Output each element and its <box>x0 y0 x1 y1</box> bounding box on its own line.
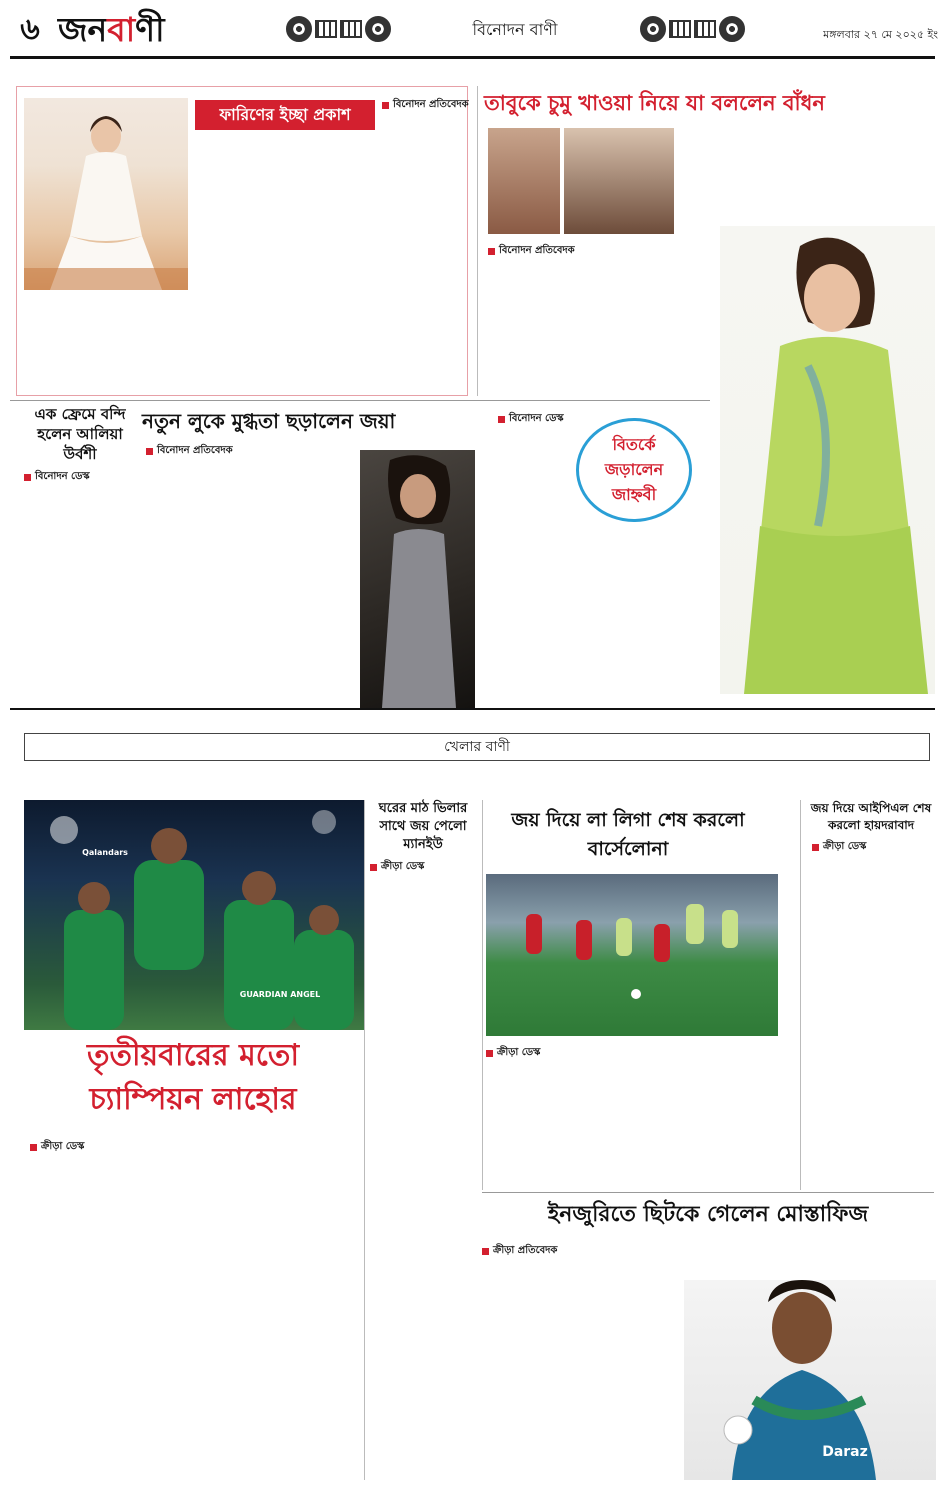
byline-marker-icon <box>30 1144 37 1151</box>
newspaper-logo <box>58 10 254 50</box>
player-shirt-label: Qalandars <box>82 848 128 857</box>
byline-text: ক্রীড়া প্রতিবেদক <box>493 1244 558 1256</box>
bandhan-tabu-selfie-photo <box>564 128 674 234</box>
film-frame-icon <box>694 20 716 38</box>
film-reel-decoration-right <box>640 12 750 46</box>
farin-photo <box>24 98 188 290</box>
bride-figure-illustration <box>24 98 188 290</box>
logo-part-1: জন <box>58 10 108 49</box>
byline-text: ক্রীড়া ডেস্ক <box>41 1140 85 1152</box>
alia-byline <box>24 470 134 484</box>
saree-figure-illustration <box>720 226 935 694</box>
farin-byline <box>382 98 472 112</box>
section-divider <box>482 1192 934 1193</box>
barca-headline: জয় দিয়ে লা লিগা শেষ করলো বার্সেলোনা <box>511 809 745 860</box>
manutd-byline <box>370 860 470 874</box>
joya-byline <box>146 444 306 458</box>
mustafiz-headline: ইনজুরিতে ছিটকে গেলেন মোস্তাফিজ <box>547 1202 869 1227</box>
byline-text: বিনোদন ডেস্ক <box>509 412 564 424</box>
film-reel-decoration-left <box>286 12 406 46</box>
barca-byline <box>486 1046 596 1060</box>
jhanvi-byline <box>498 412 618 426</box>
section-divider <box>10 400 710 401</box>
barca-match-photo <box>486 874 778 1036</box>
logo-part-red: ব <box>107 10 136 49</box>
byline-marker-icon <box>498 416 505 423</box>
masthead-rule <box>10 56 935 59</box>
date-line: মঙ্গলবার ২৭ মে ২০২৫ ইং <box>823 28 938 41</box>
byline-text: ক্রীড়া ডেস্ক <box>823 840 867 852</box>
film-frame-icon <box>669 20 691 38</box>
manutd-headline: ঘরের মাঠ ভিলার সাথে জয় পেলো ম্যানইউ <box>378 801 468 852</box>
byline-marker-icon <box>482 1248 489 1255</box>
lahore-byline <box>30 1140 150 1154</box>
logo-part-2: াণী <box>135 10 165 49</box>
byline-text: বিনোদন প্রতিবেদক <box>157 444 233 456</box>
film-reel-icon <box>286 16 312 42</box>
byline-marker-icon <box>24 474 31 481</box>
bandhan-portrait-photo <box>488 128 560 234</box>
mustafiz-byline <box>482 1244 622 1258</box>
tabu-headline: তাবুকে চুমু খাওয়া নিয়ে যা বললেন বাঁধন <box>484 91 825 115</box>
column-rule <box>482 800 483 1190</box>
joya-photo <box>360 450 475 708</box>
byline-marker-icon <box>488 248 495 255</box>
byline-marker-icon <box>812 844 819 851</box>
jersey-sponsor-label: GUARDIAN ANGEL <box>239 990 321 999</box>
farin-headline: ফারিণের ইচ্ছা প্রকাশ <box>195 100 375 130</box>
film-reel-icon <box>719 16 745 42</box>
byline-text: বিনোদন প্রতিবেদক <box>393 98 469 110</box>
column-rule <box>800 800 801 1190</box>
byline-marker-icon <box>486 1050 493 1057</box>
byline-text: ক্রীড়া ডেস্ক <box>497 1046 541 1058</box>
column-rule <box>364 800 365 1480</box>
film-reel-icon <box>365 16 391 42</box>
byline-marker-icon <box>370 864 377 871</box>
byline-text: বিনোদন ডেস্ক <box>35 470 90 482</box>
jersey-brand-label: Daraz <box>822 1444 868 1460</box>
page-number: ৬ <box>20 12 40 47</box>
tabu-byline <box>488 244 608 258</box>
section-title-entertainment: বিনোদন বাণী <box>472 20 558 39</box>
jhanvi-saree-photo <box>720 226 935 694</box>
film-frame-icon <box>340 20 362 38</box>
film-reel-icon <box>640 16 666 42</box>
gown-figure-illustration <box>360 450 475 708</box>
alia-headline: এক ফ্রেমে বন্দি হলেন আলিয়া উর্বশী <box>34 405 126 463</box>
ipl-headline: জয় দিয়ে আইপিএল শেষ করলো হায়দরাবাদ <box>810 801 932 832</box>
byline-text: ক্রীড়া ডেস্ক <box>381 860 425 872</box>
joya-headline: নতুন লুকে মুগ্ধতা ছড়ালেন জয়া <box>142 409 396 433</box>
sports-section-title: খেলার বাণী <box>444 739 510 755</box>
column-rule <box>477 86 478 396</box>
film-frame-icon <box>315 20 337 38</box>
jhanvi-badge-text: বিতর্কে জড়ালেন জাহ্নবী <box>604 435 664 504</box>
sports-top-rule <box>10 708 935 710</box>
byline-marker-icon <box>146 448 153 455</box>
ipl-byline <box>812 840 912 854</box>
lahore-headline: তৃতীয়বারের মতো চ্যাম্পিয়ন লাহোর <box>86 1038 300 1117</box>
byline-text: বিনোদন প্রতিবেদক <box>499 244 575 256</box>
football-match-illustration <box>486 874 778 1036</box>
byline-marker-icon <box>382 102 389 109</box>
